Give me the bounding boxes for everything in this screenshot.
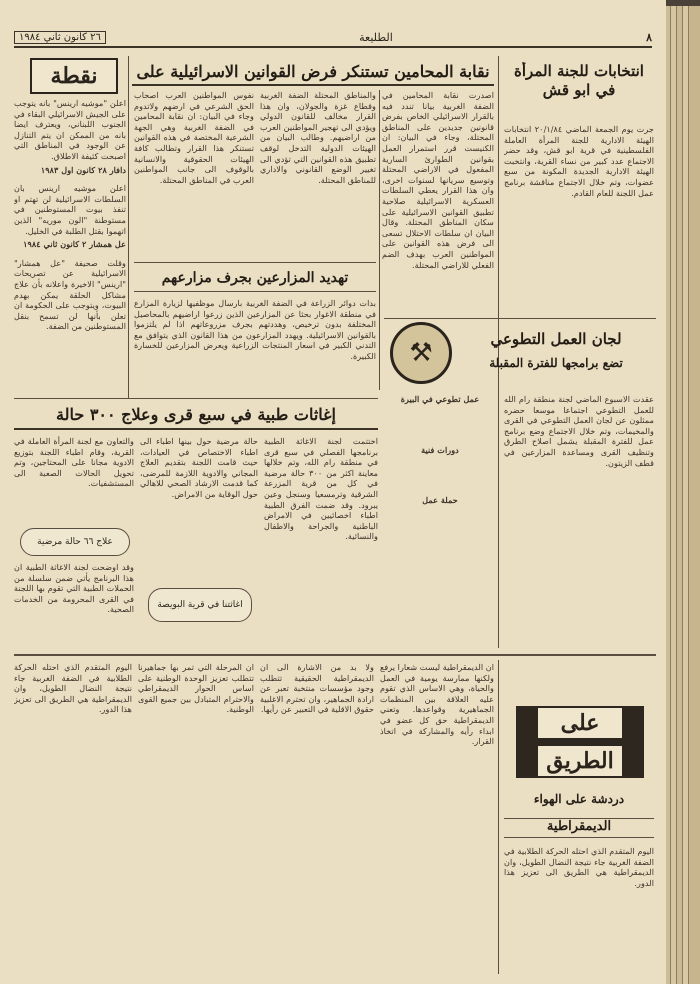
road-col-2: ان الديمقراطية ليست شعارا يرفع ولكنها ممارسة يومية في العمل والحياة، وهي الاساس الذي تقوم عليه العلاقة بين المنظمات الجماهيرية وقواعدها. وتعني الديمقراطية حق كل عضو في ابداء رأيه والمشاركة في اتخاذ القرار. bbox=[380, 662, 494, 747]
labor-subheadline: تضع برامجها للفترة المقبلة bbox=[489, 356, 623, 370]
labor-subhead-2: دورات فنية bbox=[421, 444, 459, 455]
lawyers-headline: نقابة المحامين تستنكر فرض القوانين الاسرائيلية على bbox=[132, 58, 494, 86]
relief-headline: إغاثات طبية في سبع قرى وعلاج ٣٠٠ حالة bbox=[14, 398, 378, 430]
labor-emblem-icon: ⚒ bbox=[390, 322, 452, 384]
labor-subhead-1: عمل تطوعي في البيرة bbox=[400, 394, 480, 404]
labor-col-2 bbox=[384, 394, 496, 644]
road-col-5: اليوم المتقدم الذي احتله الحركة الطلابية في الضفة الغربية جاء نتيجة النضال الطويل، وان الديمقراطية هي الطريق الى تعزيز هذا الدور. bbox=[14, 662, 132, 715]
relief-col-4: وقد اوضحت لجنة الاغاثة الطبية ان هذا البرنامج يأتي ضمن سلسلة من الحملات الطبية التي تقوم بها اللجنة في القرى المحرومة من الخدمات الصحية. bbox=[14, 562, 134, 615]
labor-body: عقدت الاسبوع الماضي لجنة منطقة رام الله للعمل التطوعي اجتماعا موسعا حضره ممثلون عن لجان العمل التطوعي في القرى والمخيمات، وتم خلال الاجتماع وضع برنامج عمل للفترة المقبلة يشمل اصلاح الطرق وتنظيف القرى ومساعدة المزارعين في قطف الزيتون. bbox=[504, 394, 654, 468]
labor-subhead-3: حملة عمل bbox=[422, 495, 458, 506]
page-number: ٨ bbox=[646, 30, 652, 44]
road-banner bbox=[516, 706, 644, 778]
road-banner-top: على bbox=[536, 706, 623, 740]
road-col-4: ان المرحلة التي تمر بها جماهيرنا تتطلب تعزيز الوحدة الوطنية على اساس الحوار الديمقراطي والاحترام المتبادل بين جميع القوى الوطنية. bbox=[138, 662, 254, 715]
issue-date: ٢٦ كانون ثاني ١٩٨٤ bbox=[14, 31, 106, 44]
nuqta-source: دافار ٢٨ كانون اول ١٩٨٣ bbox=[40, 164, 126, 175]
lawyers-col-3: نفوس المواطنين العرب اصحاب الحق الشرعي في ارضهم ولاتدوم وجاء في البيان: ان نقابة المحامين في الضفة الغربية وهي الجهة الشرعية المختصة في هذه القوانين تستنكر هذا القرار وتطالب كافة الهيئات الحقوقية والانسانية بالوقوف الى جانب المواطنين العرب في المناطق المحتلة. bbox=[134, 90, 254, 185]
relief-oval-text: علاج ٦٦ حالة مرضية bbox=[37, 537, 113, 547]
relief-oval-caption bbox=[20, 528, 130, 556]
relief-oval-text-2: اغاثتنا في قرية البويصة bbox=[157, 600, 243, 610]
relief-col-3: والتعاون مع لجنة المرأة العاملة في القرية، وقام اطباء اللجنة بتوزيع الادوية مجانا على المحتاجين، وتم تحويل الحالات الصعبة الى المستشفيات. bbox=[14, 436, 134, 489]
nuqta-column bbox=[14, 98, 126, 398]
page-header bbox=[14, 30, 652, 48]
farmers-headline: تهديد المزارعين بجرف مزارعهم bbox=[134, 262, 376, 292]
women-body: جرت يوم الجمعة الماضي ٢٠/١/٨٤ انتخابات الهيئة الادارية للجنة المرأة العاملة الفلسطينية في قرية ابو قش، وقد حضر الاجتماع عدد كبير من نساء القرية، وانتخبت الهيئة الادارية الجديدة المكونة من سبع عضوات، وتم خلال الاجتماع مناقشة برنامج عمل اللجنة للعام القادم. bbox=[504, 124, 654, 198]
relief-oval-caption-2 bbox=[148, 588, 252, 622]
labor-headline: لجان العمل التطوعي bbox=[490, 330, 622, 348]
lawyers-col-1: اصدرت نقابة المحامين في الضفة الغربية بيانا تندد فيه بالقرار الاسرائيلي الخاص بفرض قانونين جديدين على المناطق المحتلة، وجاء في البيان: ان الكنيست قرر استمرار العمل بقوانين الطوارئ السارية المفعول في الاراضي المحتلة وتوسيع سريانها لسنوات اخرى، وان هذا القرار يعطي السلطات العسكرية الاسرائيلية صلاحية تطبيق القوانين الاسرائيلية على سكان المناطق المحتلة. وقال البيان ان سلطات الاحتلال تسعى الى فرض هذه القوانين على المواطنين العرب بهدف الضم الفعلي للاراضي المحتلة. bbox=[382, 90, 494, 270]
relief-col-1: اختتمت لجنة الاغاثة الطبية برنامجها الفصلي في سبع قرى في منطقة رام الله، وتم خلالها معاينة اكثر من ٣٠٠ حالة مرضية في كل من قرية المزرعة الشرقية وترمسعيا وسنجل وعين يبرود. وقد ضمت الفرق الطبية اطباء اخصائيين في الامراض الباطنية والجراحة والاطفال والنسائية. bbox=[264, 436, 378, 542]
publication-name: الطليعة bbox=[359, 30, 393, 44]
nuqta-logo-text: نقطة bbox=[50, 63, 98, 89]
lawyers-col-2: والمناطق المحتلة الضفة الغربية وقطاع غزة والجولان، وان هذا القرار مخالف للقانون الدولي ويؤدي الى تهجير المواطنين العرب من اراضيهم. وطالب البيان من الهيئات الدولية التدخل لوقف تطبيق هذه القوانين التي تؤدي الى تغيير الوضع القانوني والاداري للمناطق المحتلة. bbox=[260, 90, 376, 185]
nuqta-paragraph: اعلن "موشيه ارينس" بانه يتوجب على الجيش الاسرائيلي البقاء في الجنوب اللبناني، ويعترف ايضا بانه من الممكن ان يتم التنازل عن الوجود في المناطق التي اصبحت كثيفة الاطلاق. bbox=[14, 98, 126, 161]
road-banner-bottom: الطريق bbox=[536, 744, 623, 778]
road-byline: دردشة على الهواء bbox=[533, 792, 625, 806]
road-author: الديمقراطية bbox=[504, 818, 654, 838]
nuqta-paragraph: اعلن موشيه ارينس بان السلطات الاسرائيلية لن تهتم او تنفذ بيوت المستوطنين في مستوطنة "الون موريه" الذين اتهموا بقتل الطلبة في الخليل. bbox=[14, 183, 126, 236]
nuqta-source: عل همشار ٢ كانون ثاني ١٩٨٤ bbox=[23, 239, 126, 250]
road-col-1: اليوم المتقدم الذي احتله الحركة الطلابية في الضفة الغربية جاء نتيجة النضال الطويل، وان الديمقراطية هي الطريق الى تعزيز هذا الدور. bbox=[504, 846, 654, 888]
relief-col-2: حالة مرضية حول بينها اطباء الى اطباء الاختصاص في العيادات، حيث قامت اللجنة بتقديم العلاج المجاني والادوية اللازمة للمرضى، كما قدمت الارشاد الصحي للاهالي حول الوقاية من الامراض. bbox=[140, 436, 258, 499]
road-col-3: ولا بد من الاشارة الى ان الديمقراطية الحقيقية تتطلب وجود مؤسسات منتخبة تعبر عن ارادة الجماهير، وان تحترم الاغلبية حقوق الاقلية في التعبير عن رأيها. bbox=[260, 662, 374, 715]
farmers-body: بدات دوائر الزراعة في الضفة الغربية بارسال موظفيها لزيارة المزارع في منطقة الاغوار بحثا عن المزارعين الذين زرعوا اراضيهم بالمحاصيل المختلفة بدون ترخيص، وهددتهم بجرف مزروعاتهم اذا لم يلتزموا بالقوانين الاسرائيلية. ويهدد المزارعون من هذا القانون الذي يتوافق مع التدني الكبير في اسعار المنتجات الزراعية ويعرض المزارعين للخسارة الكبيرة. bbox=[134, 298, 376, 361]
nuqta-paragraph: وقلت صحيفة "عل همشار" الاسرائيلية عن تصريحات "ارينس" الاخيرة واعلانه بأن علاج مشاكل الحلقة يمكن بهدم البيوت، ويتوجب على الحكومة ان تعلن بأنها لن تسمح بنقل المستوطنين من الضفة. bbox=[14, 257, 126, 332]
nuqta-logo bbox=[30, 58, 118, 94]
women-headline: انتخابات للجنة المرأة في ابو قش bbox=[514, 62, 644, 99]
